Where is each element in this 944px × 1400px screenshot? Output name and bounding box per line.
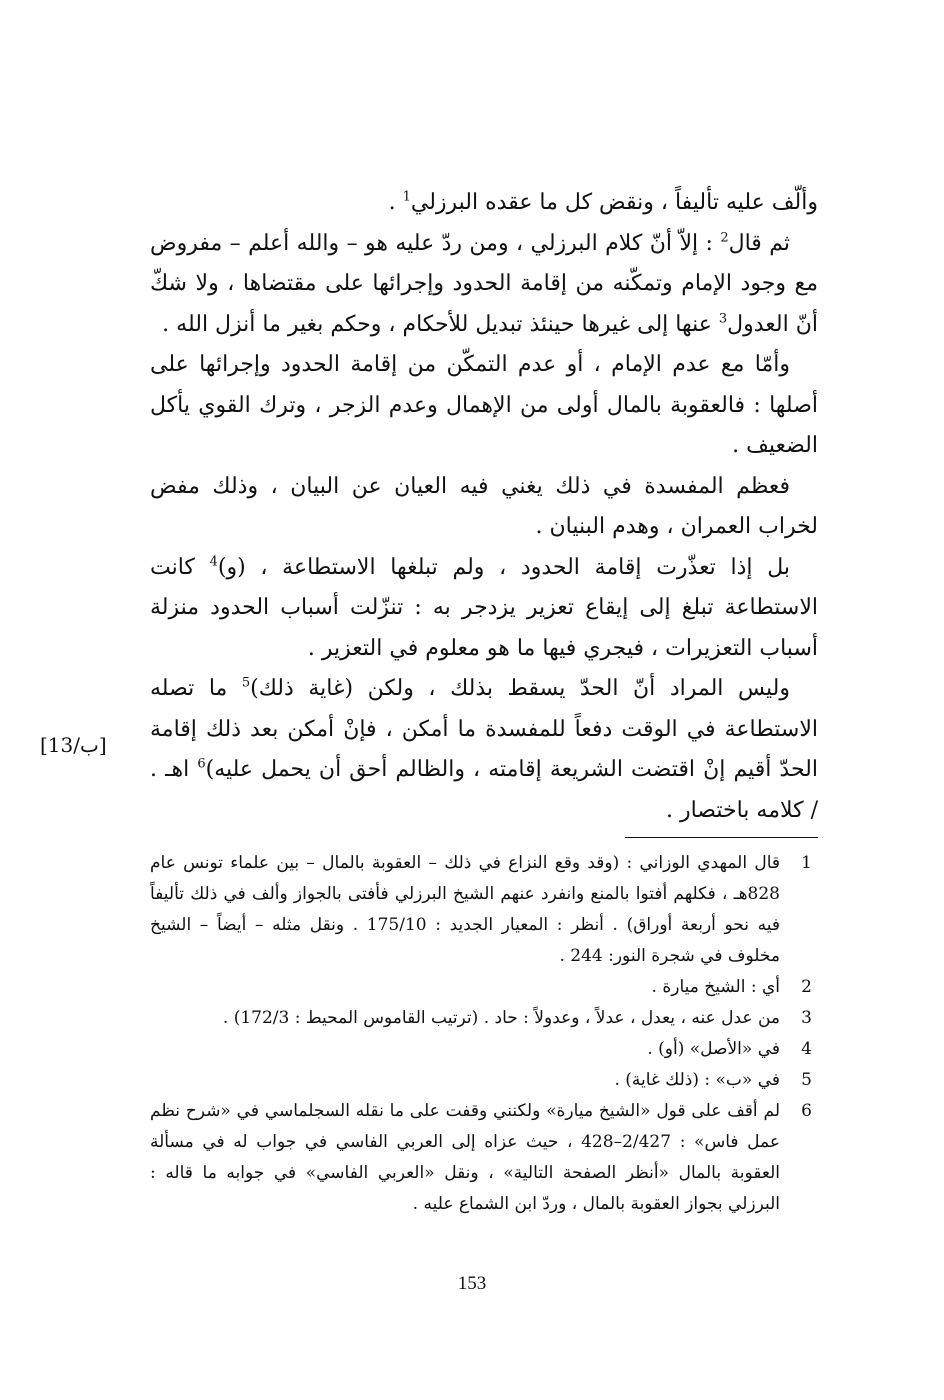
paragraph-6-part-b: ما تصله الاستطاعة في الوقت دفعاً للمفسدة ما أمكن ، فإنْ أمكن بعد ذلك إقامة الحدّ أقيم إنْ اقتضت الشريعة إقامته ، والظالم أحق أن يحمل عليه) <box>150 676 818 782</box>
paragraph-1-text: وألّف عليه تأليفاً ، ونقض كل ما عقده البرزلي <box>410 190 818 215</box>
footnote-text: في «ب» : (ذلك غاية) . <box>614 1070 780 1090</box>
paragraph-6-part-a: وليس المراد أنّ الحدّ يسقط بذلك ، ولكن (غاية ذلك) <box>250 676 790 701</box>
footnote-number: 2 <box>801 977 812 997</box>
paragraph-2-part-a: ثم قال <box>728 230 790 256</box>
paragraph-2-part-c: عنها إلى غيرها حينئذ تبديل للأحكام ، وحكم بغير ما أنزل الله . <box>162 311 719 337</box>
manuscript-folio-marker: [13/ب] <box>40 733 107 757</box>
footnote-4 <box>150 1034 818 1065</box>
footnote-ref-4: 4 <box>209 554 218 570</box>
footnote-separator <box>625 837 818 838</box>
paragraph-5-part-a: بل إذا تعذّرت إقامة الحدود ، ولم تبلغها الاستطاعة ، (و) <box>217 554 790 580</box>
main-text <box>150 183 818 831</box>
footnote-ref-6: 6 <box>197 756 206 772</box>
paragraph-4: فعظم المفسدة في ذلك يغني فيه العيان عن البيان ، وذلك مفض لخراب العمران ، وهدم البنيان . <box>150 473 818 539</box>
paragraph-6-part-c: اهـ . / كلامه باختصار . <box>150 757 818 823</box>
paragraph-2-part-b: : إلاّ أنّ كلام البرزلي ، ومن ردّ عليه هو – والله أعلم – مفروض مع وجود الإمام وتمكّنه من إقامة الحدود وإجرائها على مقتضاها ، ولا شكّ أنّ العدول <box>150 230 818 337</box>
footnote-ref-1: 1 <box>402 189 411 205</box>
footnote-1 <box>150 848 818 972</box>
footnote-text: في «الأصل» (أو) . <box>647 1039 780 1059</box>
paragraph-5 <box>150 548 818 670</box>
paragraph-5-part-b: كانت الاستطاعة تبلغ إلى إيقاع تعزير يزدجر به : تنزّلت أسباب الحدود منزلة أسباب التعزيرات ، فيجري فيها ما هو معلوم في التعزير . <box>150 554 818 661</box>
footnote-number: 4 <box>801 1039 812 1059</box>
footnote-number: 6 <box>801 1101 812 1121</box>
paragraph-1 <box>150 183 818 224</box>
footnote-number: 5 <box>801 1070 812 1090</box>
footnote-text: قال المهدي الوزاني : (وقد وقع النزاع في ذلك – العقوبة بالمال – بين علماء تونس عام 828هـ ، فكلهم أفتوا بالمنع وانفرد عنهم الشيخ البرزلي فأفتى بالجواز وألف في ذلك تأليفاً فيه نحو أربعة أوراق) . أنظر : المعيار الجديد : 175/10 . ونقل مثله – أيضاً – الشيخ مخلوف في شجرة النور: 244 . <box>150 853 780 966</box>
footnote-text: من عدل عنه ، يعدل ، عدلاً ، وعدولاً : حاد . (ترتيب القاموس المحيط : 172/3) . <box>222 1008 780 1028</box>
footnote-number: 3 <box>801 1008 812 1028</box>
paragraph-6 <box>150 669 818 831</box>
page-number: 153 <box>457 1273 487 1294</box>
footnote-text: أي : الشيخ ميارة . <box>651 977 780 997</box>
paragraph-2 <box>150 224 818 346</box>
footnote-number: 1 <box>801 853 812 873</box>
footnote-text: لم أقف على قول «الشيخ ميارة» ولكنني وقفت على ما نقله السجلماسي في «شرح نظم عمل فاس» : 2/427–428 ، حيث عزاه إلى العربي الفاسي في جواب له في مسألة العقوبة بالمال «أنظر الصفحة التالية» ، ونقل «العربي الفاسي» في جوابه ما قاله : البرزلي بجواز العقوبة بالمال ، وردّ ابن الشماع عليه . <box>150 1101 780 1214</box>
paragraph-3: وأمّا مع عدم الإمام ، أو عدم التمكّن من إقامة الحدود وإجرائها على أصلها : فالعقوبة بالمال أولى من الإهمال وعدم الزجر ، وترك القوي يأكل الضعيف . <box>150 352 818 458</box>
footnote-6 <box>150 1096 818 1220</box>
paragraph-1-tail: . <box>388 190 403 215</box>
footnote-2 <box>150 972 818 1003</box>
footnote-5 <box>150 1065 818 1096</box>
footnote-ref-5: 5 <box>241 675 251 691</box>
footnote-3 <box>150 1003 818 1034</box>
footnote-ref-3: 3 <box>718 311 728 327</box>
footnote-ref-2: 2 <box>720 230 729 246</box>
footnotes <box>150 848 818 1220</box>
